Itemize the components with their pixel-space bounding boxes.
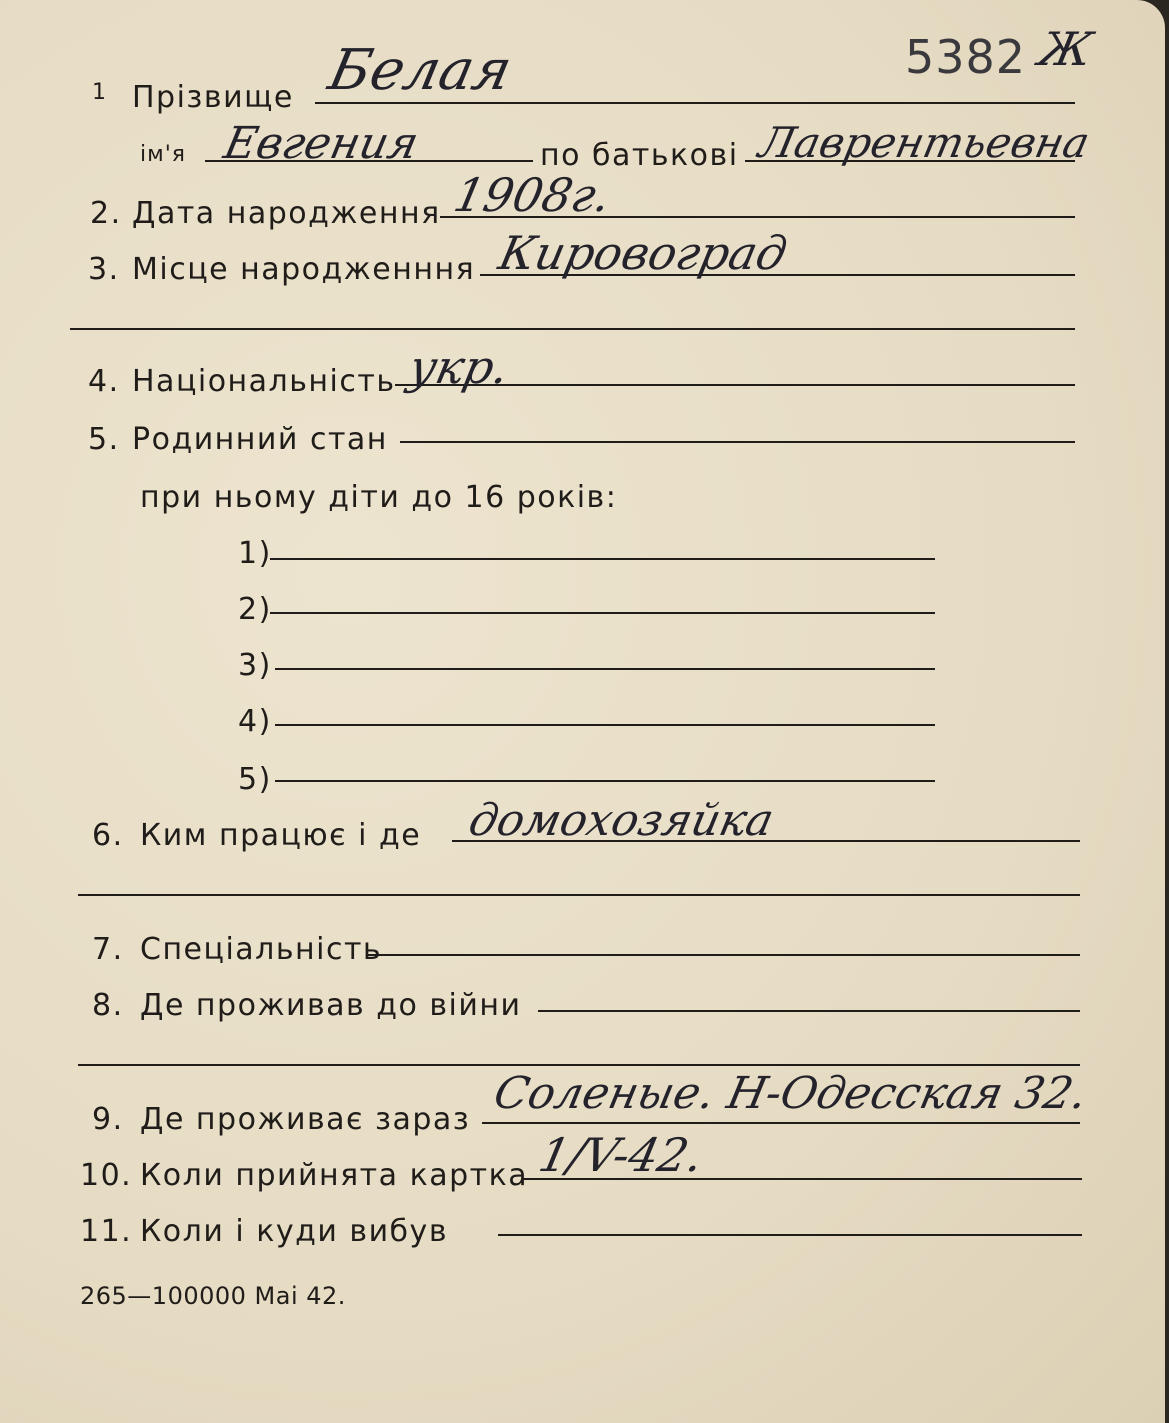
surname-value: Белая: [323, 38, 518, 103]
marital-status-line: [400, 441, 1075, 443]
current-residence-label: Де проживає зараз: [140, 1102, 471, 1137]
child-1-line: [270, 558, 935, 560]
birthdate-label: Дата народження: [132, 196, 441, 231]
birthdate-value: 1908г.: [449, 168, 616, 222]
child-4-number: 4): [238, 704, 272, 739]
field-5-number: 5.: [88, 422, 120, 457]
birthplace-label: Місце народженння: [132, 252, 476, 287]
speciality-line: [368, 954, 1080, 956]
child-2-number: 2): [238, 592, 272, 627]
field-10-number: 10.: [80, 1158, 133, 1193]
child-3-line: [275, 668, 935, 670]
field-3-number: 3.: [88, 252, 120, 287]
field-1-number: 1: [92, 80, 107, 105]
birthplace-line-2: [70, 328, 1075, 330]
departure-line: [498, 1234, 1082, 1236]
prewar-residence-line: [538, 1010, 1080, 1012]
archive-suffix: Ж: [1034, 22, 1098, 76]
current-residence-value: Соленые. Н-Одесская 32.: [489, 1068, 1092, 1119]
speciality-label: Спеціальність: [140, 932, 383, 967]
patronymic-value: Лаврентьевна: [754, 118, 1094, 167]
card-accepted-label: Коли прийнята картка: [140, 1158, 529, 1193]
child-5-line: [275, 780, 935, 782]
print-code: 265—100000 Mai 42.: [80, 1282, 346, 1310]
current-residence-line: [482, 1122, 1080, 1124]
occupation-value: домохозяйка: [464, 795, 779, 846]
nationality-value: укр.: [404, 340, 514, 394]
prewar-residence-label: Де проживав до війни: [140, 988, 522, 1023]
field-6-number: 6.: [92, 818, 124, 853]
name-label: ім'я: [140, 142, 186, 167]
name-value: Евгения: [219, 118, 423, 169]
field-9-number: 9.: [92, 1102, 124, 1137]
child-4-line: [275, 724, 935, 726]
prewar-residence-line-2: [78, 1064, 1080, 1066]
nationality-label: Національність: [132, 364, 396, 399]
patronymic-label: по батькові: [540, 138, 739, 173]
field-11-number: 11.: [80, 1214, 133, 1249]
field-7-number: 7.: [92, 932, 124, 967]
birthplace-value: Кировоград: [494, 226, 792, 280]
marital-status-label: Родинний стан: [132, 422, 388, 457]
children-label: при ньому діти до 16 років:: [140, 480, 618, 515]
occupation-label: Ким працює і де: [140, 818, 422, 853]
occupation-line-2: [78, 894, 1080, 896]
child-5-number: 5): [238, 762, 272, 797]
field-8-number: 8.: [92, 988, 124, 1023]
child-1-number: 1): [238, 536, 272, 571]
departure-label: Коли і куди вибув: [140, 1214, 448, 1249]
child-2-line: [270, 612, 935, 614]
child-3-number: 3): [238, 648, 272, 683]
field-4-number: 4.: [88, 364, 120, 399]
field-2-number: 2.: [90, 196, 122, 231]
card-accepted-value: 1/V-42.: [534, 1128, 709, 1182]
archive-number: 5382: [905, 30, 1027, 84]
surname-label: Прізвище: [132, 80, 294, 115]
